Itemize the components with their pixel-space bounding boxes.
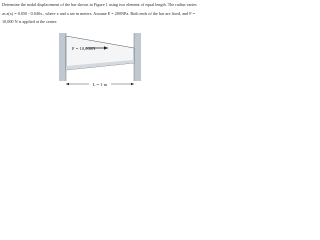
length-label: L = 1 m: [92, 82, 108, 87]
bar-figure: [0, 0, 200, 89]
force-label: F = 10,000N: [72, 46, 96, 51]
left-fixed-wall: [59, 33, 66, 81]
problem-statement: Determine the nodal displacement of the bar shown in Figure 1 using two element of equal length. The radius varies as a(x) = 0.050 - 0.040x , where x and a are in meters. Assume E = 200NPa. Both ends of the bar are fixed, and F = 10,000 N is applied at the center.: [2, 2, 197, 25]
right-fixed-wall: [134, 33, 141, 81]
tapered-bar: [66, 36, 134, 70]
